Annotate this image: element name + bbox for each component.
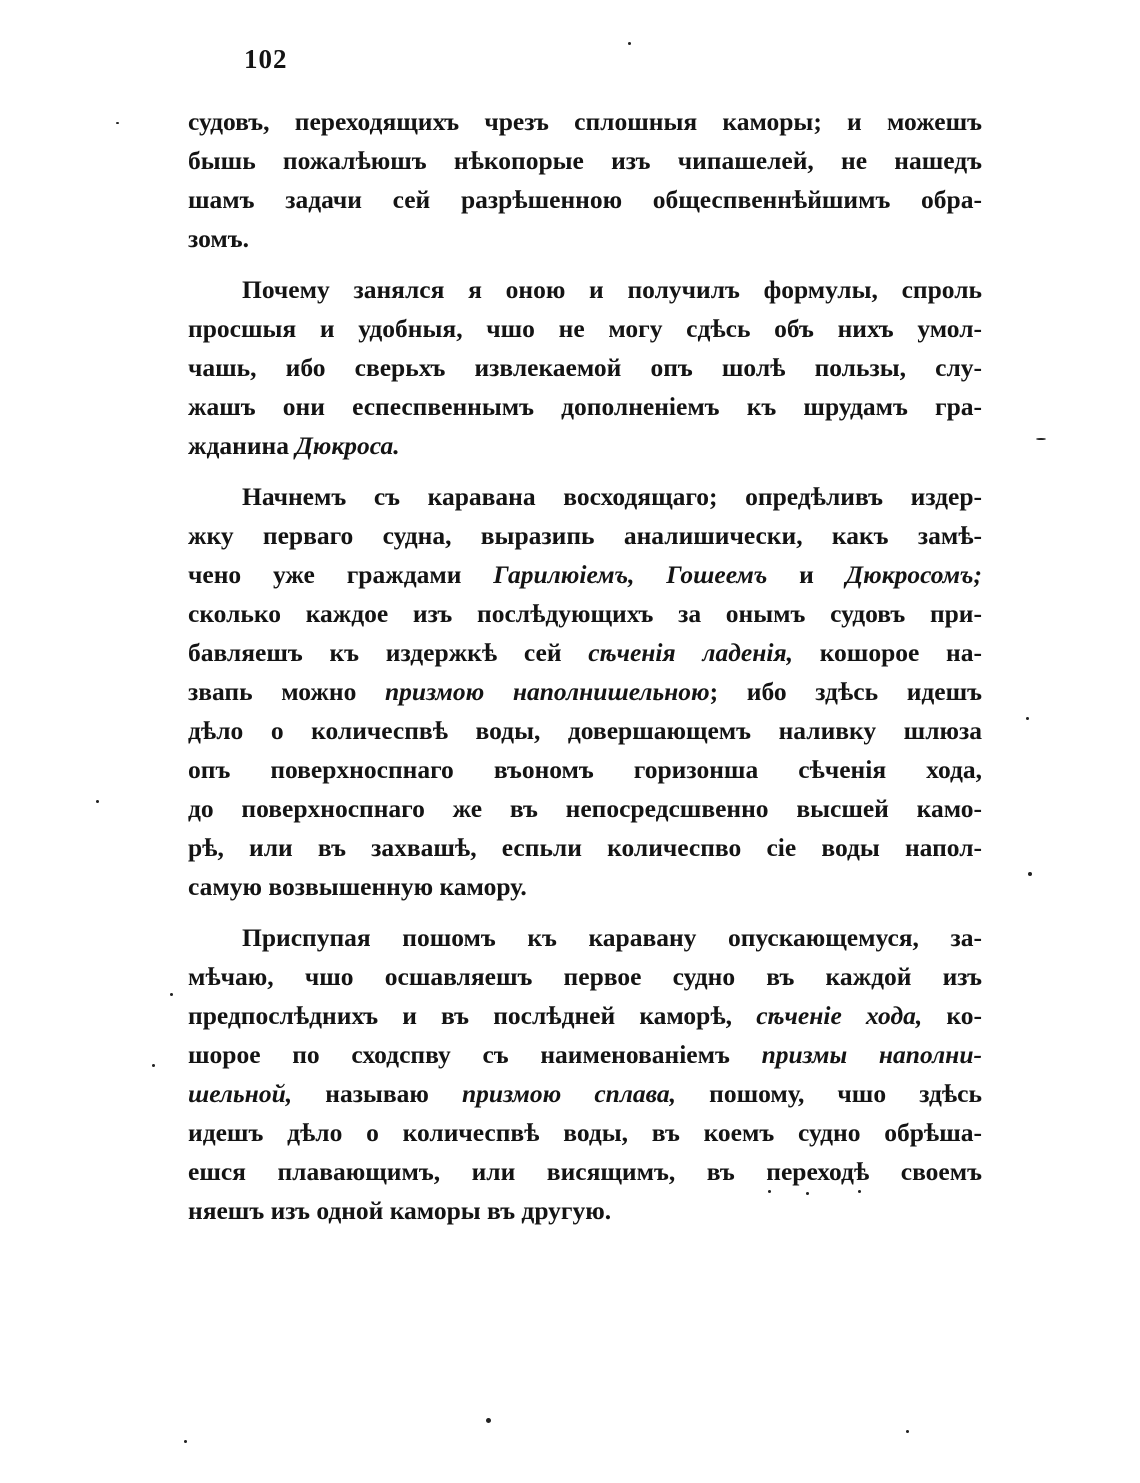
- scan-speck: [170, 993, 173, 996]
- text-run: просшыя и удобныя, чшо не могу сдѣсь объ нихъ умол-: [188, 314, 982, 343]
- text-run: няешъ изъ одной каморы въ другую.: [188, 1196, 612, 1225]
- italic-text: призмою сплава,: [461, 1079, 677, 1108]
- text-line: [188, 348, 982, 387]
- scan-speck: [1026, 717, 1029, 720]
- paragraph-gap: [188, 465, 982, 477]
- text-run: идешъ дѣло о количеспвѣ воды, въ коемъ судно обрѣша-: [188, 1118, 982, 1147]
- italic-text: Дюкроса.: [295, 431, 400, 460]
- text-run: зомъ.: [188, 224, 249, 253]
- text-line: [188, 711, 982, 750]
- text-line: [188, 1191, 982, 1230]
- text-line: [188, 594, 982, 633]
- italic-text: призмою наполнишельною: [384, 677, 710, 706]
- scan-speck: [768, 1190, 771, 1193]
- text-line: [188, 387, 982, 426]
- text-run: Почему занялся я оною и получилъ формулы, спроль: [242, 275, 982, 304]
- text-line: [188, 309, 982, 348]
- text-run: пошому, чшо здѣсь: [676, 1079, 982, 1108]
- scan-speck: [152, 1064, 155, 1067]
- text-line: [188, 789, 982, 828]
- paragraph-gap: [188, 906, 982, 918]
- scan-speck: [96, 800, 99, 803]
- text-run: опъ поверхноспнаго въономъ горизонша сѣченія хода,: [188, 755, 982, 784]
- scan-speck: [1028, 872, 1032, 876]
- text-run: звапь можно: [188, 677, 385, 706]
- text-run: чашь, ибо сверьхъ извлекаемой опъ шолѣ пользы, слу-: [188, 353, 982, 382]
- text-line: [188, 672, 982, 711]
- paragraph: [188, 918, 982, 1230]
- text-run: самую возвышенную камору.: [188, 872, 527, 901]
- text-line: [188, 918, 982, 957]
- text-line: [188, 426, 982, 465]
- text-run: Начнемъ съ каравана восходящаго; опредѣливъ издер-: [242, 482, 982, 511]
- text-run: чено уже граждами: [188, 560, 494, 589]
- italic-text: Дюкросомъ;: [845, 560, 982, 589]
- italic-text: шельной,: [188, 1079, 293, 1108]
- scan-speck: [806, 1192, 809, 1195]
- text-run: дѣло о количеспвѣ воды, довершающемъ наливку шлюза: [188, 716, 982, 745]
- text-run: жку перваго судна, выразипь аналишически, какъ замѣ-: [188, 521, 982, 550]
- text-run: жашъ они еспеспвеннымъ дополненіемъ къ шрудамъ гра-: [188, 392, 982, 421]
- italic-text: сѣченія ладенія,: [588, 638, 793, 667]
- scan-speck: [628, 42, 631, 45]
- scan-speck: [486, 1418, 491, 1423]
- text-run: ко-: [922, 1001, 982, 1030]
- text-line: [188, 555, 982, 594]
- scan-speck: [184, 1440, 187, 1443]
- text-run: шорое по сходспву съ наименованіемъ: [188, 1040, 762, 1069]
- paragraph: [188, 102, 982, 258]
- text-run: жданина: [188, 431, 296, 460]
- text-line: [188, 516, 982, 555]
- text-line: [188, 477, 982, 516]
- text-run: бавляешъ къ издержкѣ сей: [188, 638, 589, 667]
- text-line: [188, 1113, 982, 1152]
- text-run: кошорое на-: [792, 638, 982, 667]
- text-run: сколько каждое изъ послѣдующихъ за онымъ судовъ при-: [188, 599, 982, 628]
- paragraph: [188, 270, 982, 465]
- scan-speck: [858, 1190, 861, 1193]
- text-line: [188, 102, 982, 141]
- text-run: ; ибо здѣсь идешъ: [709, 677, 982, 706]
- text-line: [188, 750, 982, 789]
- text-line: [188, 1152, 982, 1191]
- text-run: и: [767, 560, 846, 589]
- text-run: шамъ задачи сей разрѣшенною общеспвеннѣйшимъ обра-: [188, 185, 982, 214]
- text-run: Приспупая пошомъ къ каравану опускающемуся, за-: [242, 923, 982, 952]
- text-line: [188, 996, 982, 1035]
- text-line: [188, 867, 982, 906]
- page-number: 102: [244, 44, 288, 74]
- text-run: ешся плавающимъ, или висящимъ, въ переходѣ своемъ: [188, 1157, 982, 1186]
- text-line: [188, 1074, 982, 1113]
- italic-text: призмы наполни-: [761, 1040, 982, 1069]
- text-run: называю: [292, 1079, 462, 1108]
- text-run: до поверхноспнаго же въ непосредсшвенно высшей камо-: [188, 794, 982, 823]
- text-line: [188, 219, 982, 258]
- scan-speck: [1036, 438, 1046, 440]
- text-run: предпослѣднихъ и въ послѣдней каморѣ,: [188, 1001, 757, 1030]
- text-line: [188, 180, 982, 219]
- text-run: рѣ, или въ захвашѣ, еспьли количеспво сіе воды напол-: [188, 833, 982, 862]
- text-line: [188, 828, 982, 867]
- italic-text: сѣченіе хода,: [756, 1001, 923, 1030]
- italic-text: Гарилюіемъ, Гошеемъ: [493, 560, 768, 589]
- text-line: [188, 270, 982, 309]
- scan-speck: [116, 122, 119, 124]
- text-run: судовъ, переходящихъ чрезъ сплошныя каморы; и можешъ: [188, 107, 982, 136]
- body-text: [188, 102, 982, 1230]
- text-run: бышь пожалѣюшъ нѣкопорые изъ чипашелей, не нашедъ: [188, 146, 982, 175]
- text-line: [188, 141, 982, 180]
- paragraph: [188, 477, 982, 906]
- text-run: мѣчаю, чшо осшавляешъ первое судно въ каждой изъ: [188, 962, 982, 991]
- text-line: [188, 1035, 982, 1074]
- scan-speck: [906, 1430, 909, 1433]
- text-line: [188, 957, 982, 996]
- text-line: [188, 633, 982, 672]
- paragraph-gap: [188, 258, 982, 270]
